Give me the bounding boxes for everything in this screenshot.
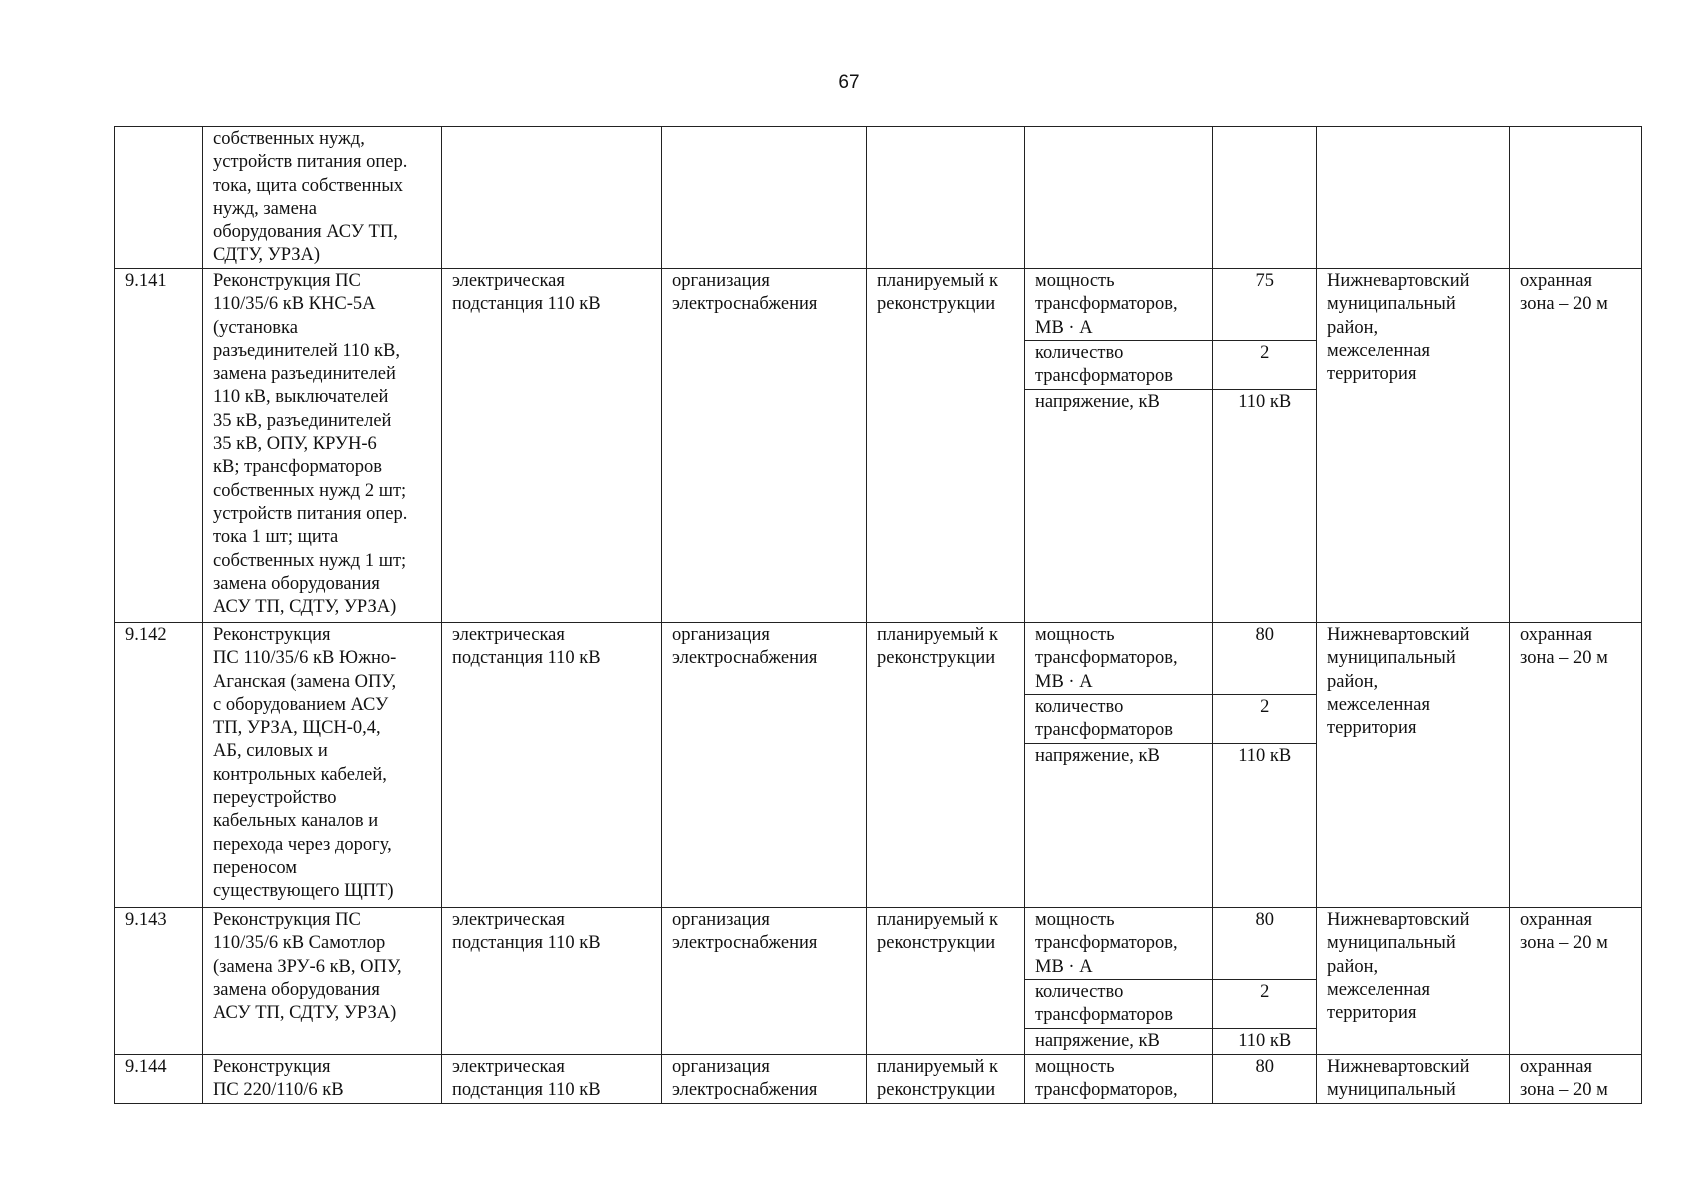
cell-purpose — [662, 623, 867, 908]
text-line: МВ · А — [1035, 956, 1093, 977]
parameter-label — [1025, 980, 1212, 1029]
cell-type — [442, 1055, 662, 1104]
text-line: мощность — [1035, 625, 1115, 645]
cell-status — [867, 269, 1025, 623]
text-line: 35 кВ, разъединителей — [213, 410, 392, 431]
objects-table — [114, 126, 1642, 1104]
parameter-value: 75 — [1212, 269, 1317, 341]
cell-location — [1317, 908, 1510, 1055]
text-line: АСУ ТП, СДТУ, УРЗА) — [213, 597, 397, 618]
text-line: электрическая — [452, 1057, 565, 1077]
text-line: организация — [672, 271, 770, 291]
text-line: территория — [1327, 364, 1417, 385]
text-line: муниципальный — [1327, 648, 1456, 669]
text-line: напряжение, кВ — [1035, 1031, 1160, 1051]
text-line: район, — [1327, 317, 1379, 338]
text-line: количество — [1035, 343, 1124, 363]
text-line: планируемый к — [877, 910, 999, 930]
parameter-row — [1025, 1055, 1317, 1103]
text-line: нужд, замена — [213, 198, 317, 219]
cell-type — [442, 908, 662, 1055]
text-line: количество — [1035, 697, 1124, 717]
parameter-row — [1025, 269, 1317, 341]
text-line: собственных нужд 1 шт; — [213, 550, 407, 571]
cell-location — [1317, 127, 1510, 269]
text-line: Реконструкция — [213, 1057, 331, 1077]
text-line: район, — [1327, 671, 1379, 692]
text-line: АСУ ТП, СДТУ, УРЗА) — [213, 1003, 397, 1024]
text-line: ПС 220/110/6 кВ — [213, 1080, 344, 1101]
text-line: напряжение, кВ — [1035, 392, 1160, 412]
text-line: количество — [1035, 982, 1124, 1002]
text-line: собственных нужд, — [213, 129, 365, 149]
parameter-value: 2 — [1212, 980, 1317, 1029]
cell-name — [203, 623, 442, 908]
text-line: организация — [672, 625, 770, 645]
cell-type — [442, 127, 662, 269]
parameters-table — [1025, 269, 1317, 622]
text-line: межселенная — [1327, 340, 1430, 361]
text-line: электрическая — [452, 910, 565, 930]
cell-name — [203, 127, 442, 269]
cell-location — [1317, 1055, 1510, 1104]
table-row — [115, 623, 1642, 908]
text-line: трансформаторов — [1035, 366, 1173, 387]
text-line: переустройство — [213, 788, 337, 809]
text-line: Нижневартовский — [1327, 910, 1470, 930]
parameter-label — [1025, 623, 1212, 695]
text-line: трансформаторов, — [1035, 294, 1178, 315]
cell-purpose — [662, 908, 867, 1055]
cell-status — [867, 908, 1025, 1055]
parameter-label — [1025, 1029, 1212, 1055]
parameter-row — [1025, 744, 1317, 908]
parameters-table — [1025, 623, 1317, 907]
cell-parameters — [1025, 1055, 1317, 1104]
cell-number: 9.143 — [115, 908, 203, 1055]
text-line: электрическая — [452, 271, 565, 291]
text-line: контрольных кабелей, — [213, 764, 387, 785]
text-line: замена оборудования — [213, 573, 380, 594]
text-line: трансформаторов, — [1035, 1080, 1178, 1101]
parameter-row — [1025, 695, 1317, 744]
parameter-label — [1025, 390, 1212, 623]
parameter-label — [1025, 744, 1212, 908]
text-line: район, — [1327, 956, 1379, 977]
parameter-value: 110 кВ — [1212, 744, 1317, 908]
text-line: 110 кВ, выключателей — [213, 387, 389, 408]
text-line: муниципальный — [1327, 1080, 1456, 1101]
cell-location — [1317, 269, 1510, 623]
text-line: реконструкции — [877, 933, 996, 954]
parameter-row — [1025, 908, 1317, 980]
text-line: Нижневартовский — [1327, 1057, 1470, 1077]
text-line: мощность — [1035, 910, 1115, 930]
parameter-label — [1025, 908, 1212, 980]
text-line: замена разъединителей — [213, 364, 396, 385]
text-line: зона – 20 м — [1520, 1080, 1608, 1101]
parameters-table — [1025, 1055, 1317, 1103]
text-line: устройств питания опер. — [213, 152, 408, 173]
text-line: подстанция 110 кВ — [452, 294, 601, 315]
cell-zone — [1510, 623, 1642, 908]
parameter-value: 110 кВ — [1212, 1029, 1317, 1055]
text-line: планируемый к — [877, 625, 999, 645]
parameter-label — [1025, 269, 1212, 341]
cell-zone — [1510, 908, 1642, 1055]
table-row — [115, 908, 1642, 1055]
text-line: трансформаторов, — [1035, 648, 1178, 669]
text-line: межселенная — [1327, 979, 1430, 1000]
text-line: Нижневартовский — [1327, 271, 1470, 291]
text-line: территория — [1327, 1003, 1417, 1024]
cell-number: 9.142 — [115, 623, 203, 908]
text-line: разъединителей 110 кВ, — [213, 340, 401, 361]
text-line: зона – 20 м — [1520, 933, 1608, 954]
text-line: мощность — [1035, 1057, 1115, 1077]
parameter-value: 80 — [1212, 908, 1317, 980]
text-line: трансформаторов — [1035, 1005, 1173, 1026]
cell-number: 9.141 — [115, 269, 203, 623]
parameter-value: 110 кВ — [1212, 390, 1317, 623]
text-line: электрическая — [452, 625, 565, 645]
text-line: ПС 110/35/6 кВ Южно- — [213, 648, 397, 669]
cell-zone — [1510, 1055, 1642, 1104]
parameters-table — [1025, 908, 1317, 1054]
text-line: организация — [672, 1057, 770, 1077]
text-line: Аганская (замена ОПУ, — [213, 671, 397, 692]
text-line: электроснабжения — [672, 933, 818, 954]
table-row — [115, 269, 1642, 623]
cell-type — [442, 269, 662, 623]
parameter-row — [1025, 980, 1317, 1029]
text-line: (установка — [213, 317, 298, 338]
text-line: зона – 20 м — [1520, 294, 1608, 315]
text-line: существующего ЩПТ) — [213, 881, 394, 902]
text-line: подстанция 110 кВ — [452, 648, 601, 669]
parameter-label — [1025, 695, 1212, 744]
cell-type — [442, 623, 662, 908]
text-line: электроснабжения — [672, 1080, 818, 1101]
parameter-label — [1025, 1055, 1212, 1103]
text-line: Нижневартовский — [1327, 625, 1470, 645]
text-line: реконструкции — [877, 1080, 996, 1101]
cell-parameters — [1025, 908, 1317, 1055]
text-line: 35 кВ, ОПУ, КРУН-6 — [213, 434, 377, 455]
text-line: тока, щита собственных — [213, 175, 404, 196]
text-line: муниципальный — [1327, 933, 1456, 954]
text-line: 110/35/6 кВ Самотлор — [213, 933, 386, 954]
cell-name — [203, 908, 442, 1055]
text-line: трансформаторов, — [1035, 933, 1178, 954]
text-line: межселенная — [1327, 694, 1430, 715]
parameter-value: 2 — [1212, 695, 1317, 744]
cell-location — [1317, 623, 1510, 908]
cell-parameters — [1025, 623, 1317, 908]
text-line: территория — [1327, 718, 1417, 739]
text-line: устройств питания опер. — [213, 503, 408, 524]
page-number: 67 — [838, 72, 860, 93]
parameter-row — [1025, 341, 1317, 390]
text-line: МВ · А — [1035, 317, 1093, 338]
text-line: кВ; трансформаторов — [213, 457, 383, 478]
text-line: СДТУ, УРЗА) — [213, 245, 321, 266]
text-line: подстанция 110 кВ — [452, 933, 601, 954]
text-line: зона – 20 м — [1520, 648, 1608, 669]
cell-name — [203, 269, 442, 623]
cell-status — [867, 623, 1025, 908]
text-line: реконструкции — [877, 294, 996, 315]
parameter-value: 2 — [1212, 341, 1317, 390]
text-line: подстанция 110 кВ — [452, 1080, 601, 1101]
text-line: МВ · А — [1035, 671, 1093, 692]
text-line: напряжение, кВ — [1035, 746, 1160, 766]
text-line: организация — [672, 910, 770, 930]
cell-zone — [1510, 269, 1642, 623]
cell-number — [115, 127, 203, 269]
parameter-value: 80 — [1212, 1055, 1317, 1103]
text-line: переносом — [213, 857, 297, 878]
text-line: охранная — [1520, 271, 1593, 291]
text-line: Реконструкция — [213, 625, 331, 645]
cell-status — [867, 1055, 1025, 1104]
cell-number: 9.144 — [115, 1055, 203, 1104]
text-line: с оборудованием АСУ — [213, 694, 389, 715]
text-line: Реконструкция ПС — [213, 910, 361, 930]
cell-purpose — [662, 127, 867, 269]
text-line: ТП, УРЗА, ЩСН-0,4, — [213, 718, 381, 739]
text-line: кабельных каналов и — [213, 811, 379, 832]
text-line: трансформаторов — [1035, 720, 1173, 741]
text-line: реконструкции — [877, 648, 996, 669]
cell-zone — [1510, 127, 1642, 269]
text-line: охранная — [1520, 910, 1593, 930]
text-line: тока 1 шт; щита — [213, 527, 339, 548]
cell-purpose — [662, 1055, 867, 1104]
text-line: планируемый к — [877, 1057, 999, 1077]
parameter-label — [1025, 341, 1212, 390]
text-line: оборудования АСУ ТП, — [213, 222, 398, 243]
text-line: мощность — [1035, 271, 1115, 291]
text-line: 110/35/6 кВ КНС-5А — [213, 294, 376, 315]
parameter-row — [1025, 1029, 1317, 1055]
parameter-row — [1025, 623, 1317, 695]
cell-parameters — [1025, 269, 1317, 623]
text-line: электроснабжения — [672, 648, 818, 669]
text-line: планируемый к — [877, 271, 999, 291]
text-line: электроснабжения — [672, 294, 818, 315]
table-row-continuation — [115, 127, 1642, 269]
text-line: охранная — [1520, 1057, 1593, 1077]
text-line: Реконструкция ПС — [213, 271, 361, 291]
text-line: охранная — [1520, 625, 1593, 645]
text-line: АБ, силовых и — [213, 741, 328, 762]
cell-status — [867, 127, 1025, 269]
text-line: (замена ЗРУ-6 кВ, ОПУ, — [213, 956, 402, 977]
text-line: собственных нужд 2 шт; — [213, 480, 407, 501]
parameter-row — [1025, 390, 1317, 623]
cell-parameters — [1025, 127, 1317, 269]
text-line: муниципальный — [1327, 294, 1456, 315]
text-line: замена оборудования — [213, 979, 380, 1000]
cell-name — [203, 1055, 442, 1104]
parameter-value: 80 — [1212, 623, 1317, 695]
table-body — [115, 127, 1642, 1104]
cell-purpose — [662, 269, 867, 623]
text-line: перехода через дорогу, — [213, 834, 392, 855]
table-row — [115, 1055, 1642, 1104]
